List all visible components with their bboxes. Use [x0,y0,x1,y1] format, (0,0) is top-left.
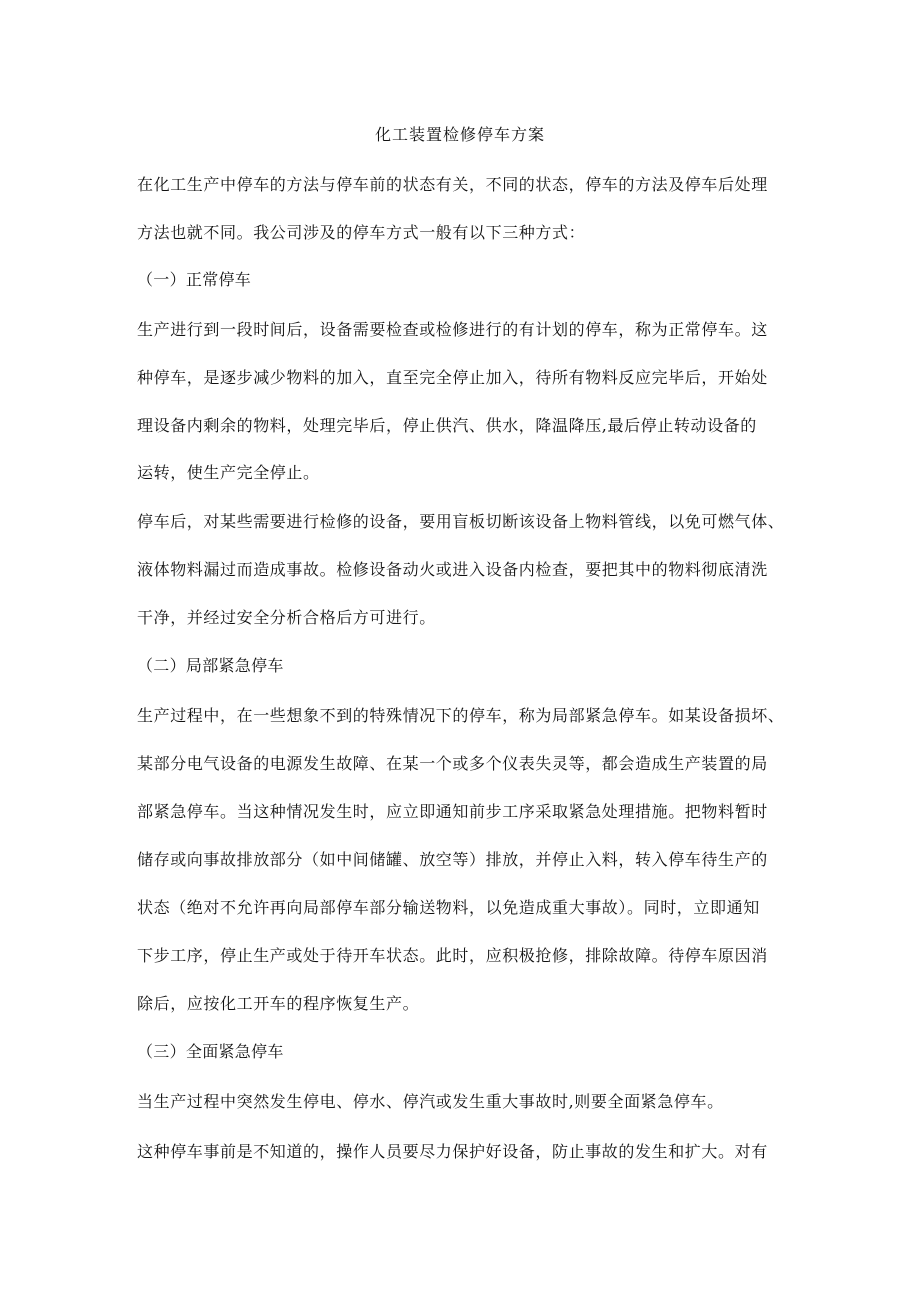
paragraph-line-2: 方法也就不同。我公司涉及的停车方式一般有以下三种方式： [137,223,586,242]
section-heading-local-emergency-stop: （二）局部紧急停车 [137,656,284,675]
paragraph-line-7: 运转，使生产完全停止。 [137,463,320,482]
paragraph-line-18: 除后，应按化工开车的程序恢复生产。 [137,994,420,1013]
document-title: 化工装置检修停车方案 [374,125,545,144]
paragraph-line-12: 生产过程中，在一些想象不到的特殊情况下的停车，称为局部紧急停车。如某设备损坏、 [137,706,785,725]
paragraph-line-9: 液体物料漏过而造成事故。检修设备动火或进入设备内检查，要把其中的物料彻底清洗 [137,560,768,579]
paragraph-line-10: 干净，并经过安全分析合格后方可进行。 [137,608,436,627]
paragraph-line-21: 这种停车事前是不知道的，操作人员要尽力保护好设备，防止事故的发生和扩大。对有 [137,1142,768,1161]
paragraph-line-5: 种停车，是逐步减少物料的加入，直至完全停止加入，待所有物料反应完毕后，开始处 [137,368,768,387]
paragraph-line-13: 某部分电气设备的电源发生故障、在某一个或多个仪表失灵等，都会造成生产装置的局 [137,754,768,773]
paragraph-line-20: 当生产过程中突然发生停电、停水、停汽或发生重大事故时,则要全面紧急停车。 [137,1092,724,1111]
paragraph-line-14: 部紧急停车。当这种情况发生时，应立即通知前步工序采取紧急处理措施。把物料暂时 [137,802,768,821]
section-heading-normal-stop: （一）正常停车 [137,270,252,289]
paragraph-line-4: 生产进行到一段时间后，设备需要检查或检修进行的有计划的停车，称为正常停车。这 [137,320,768,339]
paragraph-line-8: 停车后，对某些需要进行检修的设备，要用盲板切断该设备上物料管线，以免可燃气体、 [137,512,785,531]
paragraph-line-15: 储存或向事故排放部分（如中间储罐、放空等）排放，并停止入料，转入停车待生产的 [137,850,768,869]
paragraph-line-6: 理设备内剩余的物料，处理完毕后，停止供汽、供水，降温降压,最后停止转动设备的 [137,416,757,435]
paragraph-line-1: 在化工生产中停车的方法与停车前的状态有关，不同的状态，停车的方法及停车后处理 [137,175,768,194]
paragraph-line-16: 状态（绝对不允许再向局部停车部分输送物料，以免造成重大事故）。同时，立即通知 [137,898,760,917]
paragraph-line-17: 下步工序，停止生产或处于待开车状态。此时，应积极抢修，排除故障。待停车原因消 [137,946,768,965]
section-heading-full-emergency-stop: （三）全面紧急停车 [137,1042,284,1061]
